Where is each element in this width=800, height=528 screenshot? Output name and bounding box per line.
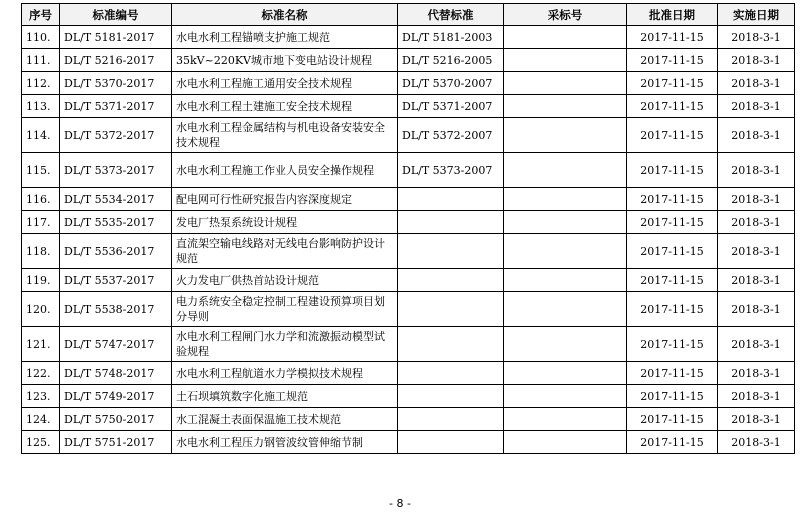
row-serial-number: 122. xyxy=(22,362,60,385)
row-adopted-number xyxy=(504,26,627,49)
row-standard-code: DL/T 5750-2017 xyxy=(60,408,172,431)
row-serial-number: 111. xyxy=(22,49,60,72)
header-standard-name: 标准名称 xyxy=(172,4,398,26)
row-approval-date: 2017-11-15 xyxy=(627,95,718,118)
row-adopted-number xyxy=(504,211,627,234)
row-approval-date: 2017-11-15 xyxy=(627,362,718,385)
row-serial-number: 116. xyxy=(22,188,60,211)
header-implementation-date: 实施日期 xyxy=(718,4,795,26)
row-replaced-standard xyxy=(398,269,504,292)
table-row xyxy=(22,362,795,385)
row-serial-number: 121. xyxy=(22,327,60,362)
row-approval-date: 2017-11-15 xyxy=(627,49,718,72)
row-replaced-standard xyxy=(398,211,504,234)
table-body xyxy=(22,26,795,454)
row-implementation-date: 2018-3-1 xyxy=(718,49,795,72)
row-replaced-standard xyxy=(398,408,504,431)
row-standard-name: 水电水利工程锚喷支护施工规范 xyxy=(172,26,398,49)
row-approval-date: 2017-11-15 xyxy=(627,153,718,188)
table-row xyxy=(22,327,795,362)
row-adopted-number xyxy=(504,362,627,385)
row-approval-date: 2017-11-15 xyxy=(627,327,718,362)
row-serial-number: 123. xyxy=(22,385,60,408)
row-standard-name: 水电水利工程金属结构与机电设备安装安全技术规程 xyxy=(172,118,398,153)
header-replaced-standard: 代替标准 xyxy=(398,4,504,26)
table-row xyxy=(22,269,795,292)
row-replaced-standard xyxy=(398,385,504,408)
row-adopted-number xyxy=(504,188,627,211)
row-standard-name: 水电水利工程施工作业人员安全操作规程 xyxy=(172,153,398,188)
row-replaced-standard xyxy=(398,234,504,269)
row-adopted-number xyxy=(504,431,627,454)
row-standard-name: 水电水利工程土建施工安全技术规程 xyxy=(172,95,398,118)
row-replaced-standard: DL/T 5370-2007 xyxy=(398,72,504,95)
row-standard-name: 配电网可行性研究报告内容深度规定 xyxy=(172,188,398,211)
row-serial-number: 114. xyxy=(22,118,60,153)
row-adopted-number xyxy=(504,385,627,408)
row-implementation-date: 2018-3-1 xyxy=(718,327,795,362)
row-serial-number: 113. xyxy=(22,95,60,118)
table-header xyxy=(22,4,795,26)
table-row xyxy=(22,234,795,269)
table-row xyxy=(22,211,795,234)
table-row xyxy=(22,385,795,408)
row-implementation-date: 2018-3-1 xyxy=(718,118,795,153)
row-replaced-standard xyxy=(398,292,504,327)
row-standard-name: 35kV~220KV城市地下变电站设计规程 xyxy=(172,49,398,72)
row-implementation-date: 2018-3-1 xyxy=(718,95,795,118)
row-implementation-date: 2018-3-1 xyxy=(718,292,795,327)
table-row xyxy=(22,188,795,211)
standards-table xyxy=(21,3,795,454)
row-adopted-number xyxy=(504,72,627,95)
row-adopted-number xyxy=(504,269,627,292)
row-implementation-date: 2018-3-1 xyxy=(718,362,795,385)
row-standard-code: DL/T 5749-2017 xyxy=(60,385,172,408)
row-standard-code: DL/T 5535-2017 xyxy=(60,211,172,234)
row-implementation-date: 2018-3-1 xyxy=(718,72,795,95)
row-approval-date: 2017-11-15 xyxy=(627,269,718,292)
row-implementation-date: 2018-3-1 xyxy=(718,211,795,234)
table-row xyxy=(22,49,795,72)
header-row xyxy=(22,4,795,26)
row-implementation-date: 2018-3-1 xyxy=(718,234,795,269)
row-replaced-standard: DL/T 5216-2005 xyxy=(398,49,504,72)
row-replaced-standard: DL/T 5371-2007 xyxy=(398,95,504,118)
row-approval-date: 2017-11-15 xyxy=(627,118,718,153)
row-adopted-number xyxy=(504,118,627,153)
row-approval-date: 2017-11-15 xyxy=(627,385,718,408)
row-replaced-standard xyxy=(398,431,504,454)
row-standard-code: DL/T 5181-2017 xyxy=(60,26,172,49)
row-serial-number: 115. xyxy=(22,153,60,188)
row-serial-number: 125. xyxy=(22,431,60,454)
row-standard-name: 水电水利工程压力钢管波纹管伸缩节制 xyxy=(172,431,398,454)
row-standard-code: DL/T 5538-2017 xyxy=(60,292,172,327)
row-serial-number: 120. xyxy=(22,292,60,327)
row-serial-number: 119. xyxy=(22,269,60,292)
row-replaced-standard: DL/T 5181-2003 xyxy=(398,26,504,49)
row-implementation-date: 2018-3-1 xyxy=(718,153,795,188)
row-approval-date: 2017-11-15 xyxy=(627,431,718,454)
row-replaced-standard xyxy=(398,327,504,362)
row-approval-date: 2017-11-15 xyxy=(627,408,718,431)
row-standard-code: DL/T 5372-2017 xyxy=(60,118,172,153)
row-standard-code: DL/T 5536-2017 xyxy=(60,234,172,269)
row-implementation-date: 2018-3-1 xyxy=(718,408,795,431)
row-standard-name: 水电水利工程施工通用安全技术规程 xyxy=(172,72,398,95)
row-replaced-standard xyxy=(398,362,504,385)
row-standard-code: DL/T 5751-2017 xyxy=(60,431,172,454)
page-number: - 8 - xyxy=(389,497,411,510)
row-adopted-number xyxy=(504,95,627,118)
row-adopted-number xyxy=(504,49,627,72)
header-standard-code: 标准编号 xyxy=(60,4,172,26)
row-implementation-date: 2018-3-1 xyxy=(718,188,795,211)
row-adopted-number xyxy=(504,153,627,188)
row-adopted-number xyxy=(504,408,627,431)
row-serial-number: 112. xyxy=(22,72,60,95)
row-standard-name: 发电厂热泵系统设计规程 xyxy=(172,211,398,234)
row-serial-number: 118. xyxy=(22,234,60,269)
header-approval-date: 批准日期 xyxy=(627,4,718,26)
table-row xyxy=(22,431,795,454)
row-standard-code: DL/T 5747-2017 xyxy=(60,327,172,362)
row-replaced-standard: DL/T 5373-2007 xyxy=(398,153,504,188)
table-row xyxy=(22,408,795,431)
row-standard-code: DL/T 5373-2017 xyxy=(60,153,172,188)
row-implementation-date: 2018-3-1 xyxy=(718,431,795,454)
row-standard-code: DL/T 5371-2017 xyxy=(60,95,172,118)
row-adopted-number xyxy=(504,292,627,327)
row-approval-date: 2017-11-15 xyxy=(627,211,718,234)
row-implementation-date: 2018-3-1 xyxy=(718,26,795,49)
row-approval-date: 2017-11-15 xyxy=(627,292,718,327)
row-standard-name: 水工混凝土表面保温施工技术规范 xyxy=(172,408,398,431)
row-serial-number: 124. xyxy=(22,408,60,431)
header-serial-number: 序号 xyxy=(22,4,60,26)
row-implementation-date: 2018-3-1 xyxy=(718,269,795,292)
row-approval-date: 2017-11-15 xyxy=(627,72,718,95)
table-row xyxy=(22,95,795,118)
row-standard-code: DL/T 5748-2017 xyxy=(60,362,172,385)
table-row xyxy=(22,72,795,95)
row-approval-date: 2017-11-15 xyxy=(627,26,718,49)
row-implementation-date: 2018-3-1 xyxy=(718,385,795,408)
row-standard-code: DL/T 5537-2017 xyxy=(60,269,172,292)
row-approval-date: 2017-11-15 xyxy=(627,234,718,269)
row-adopted-number xyxy=(504,234,627,269)
row-standard-name: 土石坝填筑数字化施工规范 xyxy=(172,385,398,408)
row-adopted-number xyxy=(504,327,627,362)
row-standard-name: 水电水利工程闸门水力学和流激振动模型试验规程 xyxy=(172,327,398,362)
row-serial-number: 117. xyxy=(22,211,60,234)
table-row xyxy=(22,26,795,49)
row-replaced-standard xyxy=(398,188,504,211)
row-standard-name: 火力发电厂供热首站设计规范 xyxy=(172,269,398,292)
table-row xyxy=(22,153,795,188)
table-row xyxy=(22,292,795,327)
row-standard-name: 电力系统安全稳定控制工程建设预算项目划分导则 xyxy=(172,292,398,327)
table-row xyxy=(22,118,795,153)
row-standard-code: DL/T 5370-2017 xyxy=(60,72,172,95)
row-serial-number: 110. xyxy=(22,26,60,49)
row-replaced-standard: DL/T 5372-2007 xyxy=(398,118,504,153)
row-standard-name: 水电水利工程航道水力学模拟技术规程 xyxy=(172,362,398,385)
row-approval-date: 2017-11-15 xyxy=(627,188,718,211)
row-standard-code: DL/T 5534-2017 xyxy=(60,188,172,211)
row-standard-code: DL/T 5216-2017 xyxy=(60,49,172,72)
header-adopted-number: 采标号 xyxy=(504,4,627,26)
row-standard-name: 直流架空输电线路对无线电台影响防护设计规范 xyxy=(172,234,398,269)
